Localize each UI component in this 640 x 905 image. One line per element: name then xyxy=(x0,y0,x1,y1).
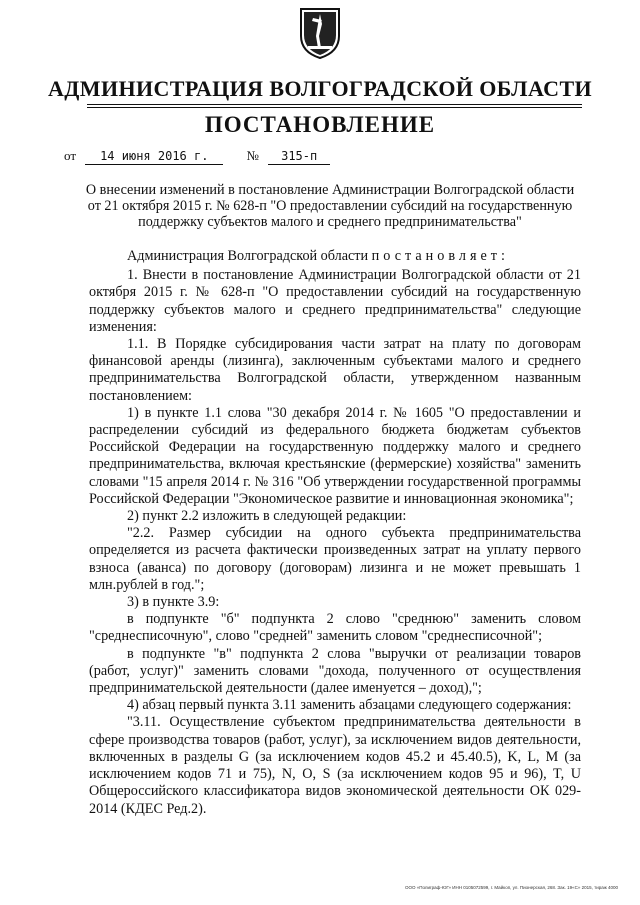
body-paragraph: 4) абзац первый пункта 3.11 заменить абзацами следующего содержания: xyxy=(127,697,572,714)
body-paragraph: 3) в пункте 3.9: xyxy=(127,594,220,611)
number-prefix: № xyxy=(246,148,259,163)
date-number-line xyxy=(64,148,330,165)
subject-line: О внесении изменений в постановление Администрации Волгоградской области xyxy=(85,182,575,198)
document-type: ПОСТАНОВЛЕНИЕ xyxy=(204,112,436,137)
body-paragraph: в подпункте "в" подпункта 2 слова "выручки от реализации товаров (работ, услуг)" заменить словами "дохода, полученного от осуществления предпринимательской деятельности (далее именуется – доход),"; xyxy=(89,645,581,697)
date-prefix: от xyxy=(64,148,77,163)
body-paragraph: 1) в пункте 1.1 слова "30 декабря 2014 г. № 1605 "О предоставлении и распределении субсидий из федерального бюджета бюджетам субъектов Российской Федерации на государственную поддержку малого и среднего предпринимательства, включая крестьянские (фермерские) хозяйства" заменить словами "15 апреля 2014 г. № 316 "Об утверждении государственной программы Российской Федерации "Экономическое развитие и инновационная экономика"; xyxy=(89,404,581,507)
subject-line: от 21 октября 2015 г. № 628-п "О предоставлении субсидий на государственную xyxy=(87,198,573,214)
document-date: 14 июня 2016 г. xyxy=(85,149,223,165)
print-footer: ООО «Полиграф-ЮГ» ИНН 0105072599, г. Майкоп, ул. Пионерская, 268. Зак. 19«С» 2015, тираж 4000 xyxy=(404,885,618,890)
body-paragraph: 1. Внести в постановление Администрации Волгоградской области от 21 октября 2015 г. № 628-п "О предоставлении субсидий на государственную поддержку субъектов малого и среднего предпринимательства" следующие изменения: xyxy=(89,267,581,335)
organization-title: АДМИНИСТРАЦИЯ ВОЛГОГРАДСКОЙ ОБЛАСТИ xyxy=(47,76,593,101)
header-rule xyxy=(87,104,582,105)
lead-resolves: постановляет: xyxy=(371,248,509,264)
coat-of-arms-icon xyxy=(298,6,342,60)
body-paragraph: 1.1. В Порядке субсидирования части затрат на плату по договорам финансовой аренды (лизинга), заключенным субъектами малого и среднего предпринимательства Волгоградской области, утвержденном названным постановлением: xyxy=(89,336,581,404)
document-body xyxy=(89,248,581,818)
lead-text: Администрация Волгоградской области xyxy=(127,248,372,264)
subject-line: поддержку субъектов малого и среднего предпринимательства" xyxy=(138,214,522,230)
body-lead xyxy=(89,248,581,265)
document-subject xyxy=(80,182,580,230)
body-paragraph: "2.2. Размер субсидии на одного субъекта предпринимательства определяется из расчета фактически произведенных затрат на уплату первого взноса (аванса) по договору (договорам) лизинга и не может превышать 1 млн.рублей в год."; xyxy=(89,525,581,593)
body-paragraph: 2) пункт 2.2 изложить в следующей редакции: xyxy=(127,508,407,525)
header-rule-thin xyxy=(87,107,582,108)
body-paragraph: "3.11. Осуществление субъектом предпринимательства деятельности в сфере производства товаров (работ, услуг), за исключением видов деятельности, включенных в разделы G (за исключением кодов 45.2 и 45.40.5), K, L, M (за исключением кодов 71 и 75), N, O, S (за исключением кодов 95 и 96), T, U Общероссийского классификатора видов экономической деятельности ОК 029-2014 (КДЕС Ред.2). xyxy=(89,714,581,817)
document-number: 315-п xyxy=(268,149,330,165)
body-paragraph: в подпункте "б" подпункта 2 слово "среднюю" заменить словом "среднесписочную", слово "средней" заменить словом "среднесписочной"; xyxy=(89,611,581,645)
